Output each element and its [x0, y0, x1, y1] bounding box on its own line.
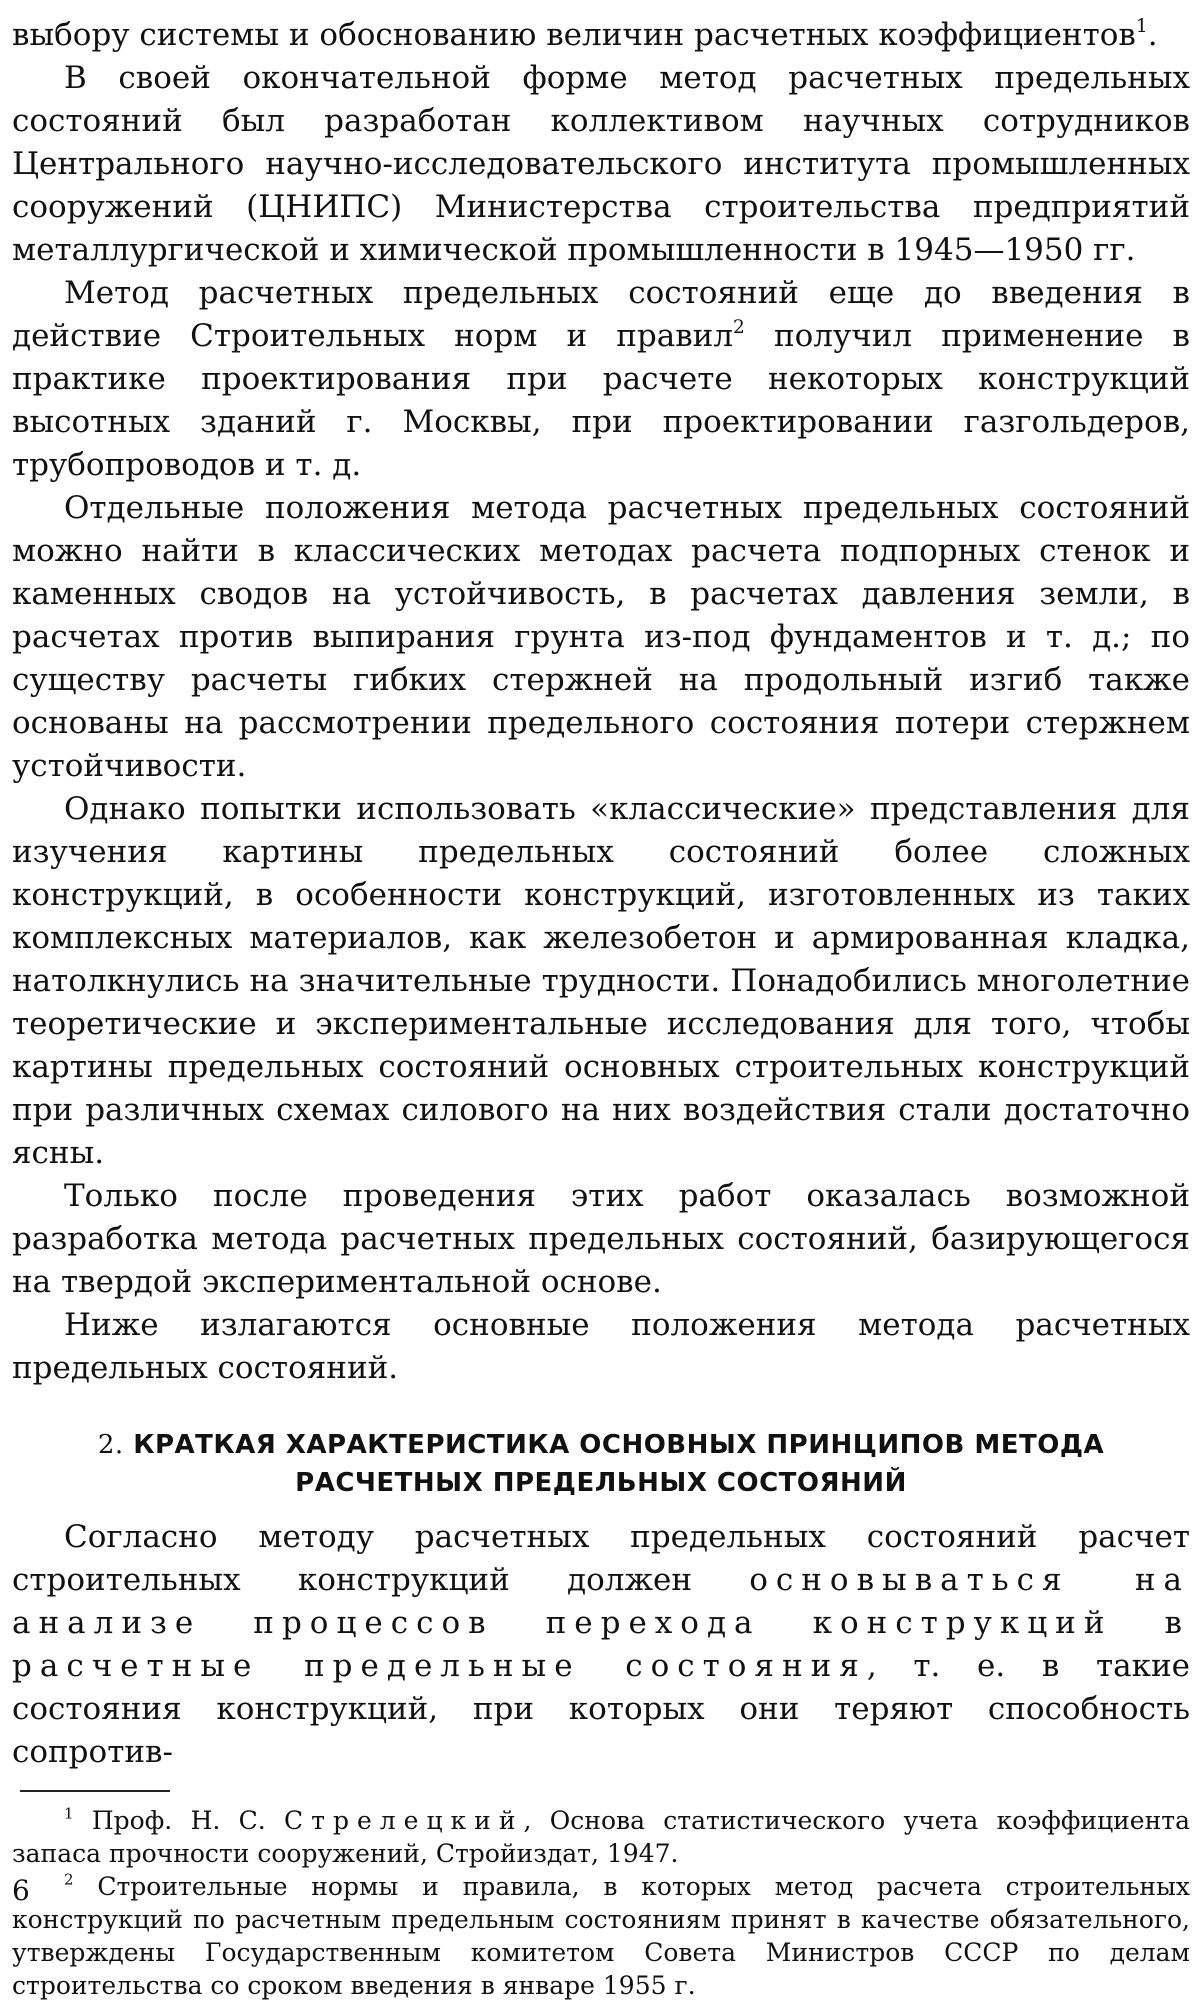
paragraph: Однако попытки использовать «классические» представления для изучения картины предельных состояний более сложных конструкций, в особенности конструкций, изготовленных из таких комплексных материалов, как железобетон и армированная кладка, натолкнулись на значительные трудности. Понадобились многолетние теоретические и экспериментальные исследования для того, чтобы картины предельных состояний основных строительных конструкций при различных схемах силового на них воздействия стали достаточно ясны.: [12, 791, 1190, 1171]
footnote: $^2$ Строительные нормы и правила, в которых метод расчета строительных конструкций по расчетным предельным состояниям принят в качестве обязательного, утверждены Государственным комитетом Совета Министров СССР по делам строительства со сроком введения в январе 1955 г.: [12, 1870, 1190, 2000]
paragraph: Метод расчетных предельных состояний еще до введения в действие Строительных норм и правил$^2$ получил применение в практике проектирования при расчете некоторых конструкций высотных зданий г. Москвы, при проектировании газгольдеров, трубопроводов и т. д.: [12, 275, 1190, 483]
section-heading: [12, 1426, 1190, 1502]
main-text: [12, 14, 1190, 1390]
footnote-divider: [20, 1790, 170, 1792]
paragraph: Согласно методу расчетных предельных состояний расчет строительных конструкций должен основываться на анализе процессов перехода конструкций в расчетные предельные состояния, т. е. в такие состояния конструкций, при которых они теряют способность сопротив-: [12, 1519, 1190, 1770]
emphasized-text: основываться на анализе процессов перехода конструкций в расчетные предельные состояния: [12, 1562, 1190, 1684]
footnote-mark: 1: [64, 1804, 74, 1823]
footnote: $^1$ Проф. Н. С. Стрелецкий, Основа статистического учета коэффициента запаса прочности сооружений, Стройиздат, 1947.: [12, 1804, 1190, 1868]
footnote-ref: 2: [733, 316, 745, 338]
paragraph: Отдельные положения метода расчетных предельных состояний можно найти в классических методах расчета подпорных стенок и каменных сводов на устойчивость, в расчетах давления земли, в расчетах против выпирания грунта из-под фундаментов и т. д.; по существу расчеты гибких стержней на продольный изгиб также основаны на рассмотрении предельного состояния потери стержнем устойчивости.: [12, 490, 1190, 784]
footnote-ref: 1: [1135, 15, 1148, 37]
paragraph: выбору системы и обоснованию величин расчетных коэффициентов$^1$.: [12, 15, 1158, 53]
footnote-mark: 2: [64, 1870, 74, 1889]
section-heading-line1: 2. КРАТКАЯ ХАРАКТЕРИСТИКА ОСНОВНЫХ ПРИНЦИПОВ МЕТОДА: [97, 1430, 1105, 1460]
footnote-author: Стрелецкий: [284, 1806, 524, 1835]
section-heading-line2: РАСЧЕТНЫХ ПРЕДЕЛЬНЫХ СОСТОЯНИЙ: [295, 1468, 907, 1498]
paragraph: Ниже излагаются основные положения метода расчетных предельных состояний.: [12, 1307, 1190, 1386]
footnotes: [12, 1804, 1190, 2002]
paragraph: В своей окончательной форме метод расчетных предельных состояний был разработан коллективом научных сотрудников Центрального научно-исследовательского института промышленных сооружений (ЦНИПС) Министерства строительства предприятий металлургической и химической промышленности в 1945—1950 гг.: [12, 60, 1190, 268]
section-text: [12, 1516, 1190, 1774]
paragraph: Только после проведения этих работ оказалась возможной разработка метода расчетных предельных состояний, базирующегося на твердой экспериментальной основе.: [12, 1178, 1190, 1300]
page-number: 6: [12, 1874, 30, 1907]
